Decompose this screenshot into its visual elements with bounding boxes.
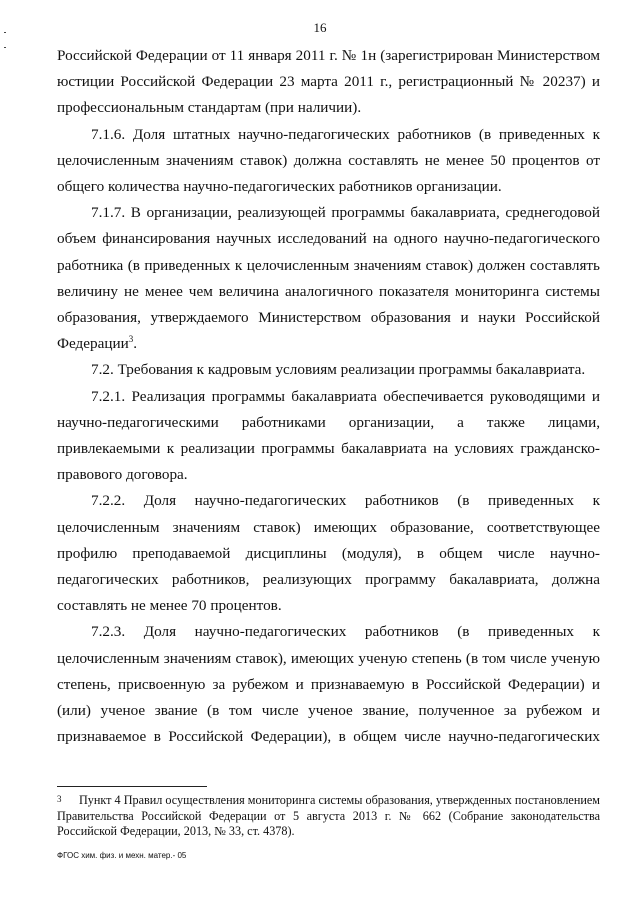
page-number: 16: [313, 20, 327, 35]
paragraph-7-2: 7.2. Требования к кадровым условиям реализации программы бакалавриата.: [91, 361, 586, 379]
footnote: [57, 793, 600, 840]
paragraph-7-1-7-text: 7.1.7. В организации, реализующей программы бакалавриата, среднегодовой объем финансирования научных исследований на одного научно-педагогического работника (в приведенных к целочисленным значениям ставок) должен составлять величину не менее чем величина аналогичного показателя мониторинга системы образования, утверждаемого Министерством образования и науки Российской Федерации: [57, 204, 600, 353]
paragraph-7-1-7: [57, 200, 600, 357]
scan-mark: [4, 47, 6, 48]
footnote-reference[interactable]: 3: [128, 334, 134, 345]
paragraph-7-2-2: 7.2.2. Доля научно-педагогических работников (в приведенных к целочисленным значениям ставок) имеющих образование, соответствующее профилю преподаваемой дисциплины (модуля), в общем числе научно-педагогических работников, реализующих программу бакалавриата, должна составлять не менее 70 процентов.: [57, 492, 600, 615]
paragraph-continuation: Российской Федерации от 11 января 2011 г. № 1н (зарегистрирован Министерством юстиции Российской Федерации 23 марта 2011 г., регистрационный № 20237) и профессиональным стандартам (при наличии).: [57, 47, 600, 117]
paragraph-7-2-3: 7.2.3. Доля научно-педагогических работников (в приведенных к целочисленным значениям ставок), имеющих ученую степень (в том числе ученую степень, присвоенную за рубежом и признаваемую в Российской Федерации) и (или) ученое звание (в том числе ученое звание, полученное за рубежом и признаваемое в Российской Федерации), в общем числе научно-педагогических: [57, 623, 600, 746]
paragraph-7-1-7-tail: .: [133, 335, 138, 353]
footnote-mark: 3: [57, 794, 62, 804]
document-code: ФГОС хим. физ. и мехн. матер.- 05: [57, 851, 187, 860]
document-body: [57, 43, 600, 750]
footnote-divider: [57, 786, 207, 787]
paragraph-7-2-1: 7.2.1. Реализация программы бакалавриата обеспечивается руководящими и научно-педагогическими работниками организации, а также лицами, привлекаемыми к реализации программы бакалавриата на условиях гражданско-правового договора.: [57, 387, 600, 484]
paragraph-7-1-6: 7.1.6. Доля штатных научно-педагогических работников (в приведенных к целочисленным значениям ставок) должна составлять не менее 50 процентов от общего количества научно-педагогических работников организации.: [57, 125, 600, 196]
footnote-text: Пункт 4 Правил осуществления мониторинга системы образования, утвержденных постановлением Правительства Российской Федерации от 5 августа 2013 г. № 662 (Собрание законодательства Российской Федерации, 2013, № 33, ст. 4378).: [57, 793, 600, 839]
